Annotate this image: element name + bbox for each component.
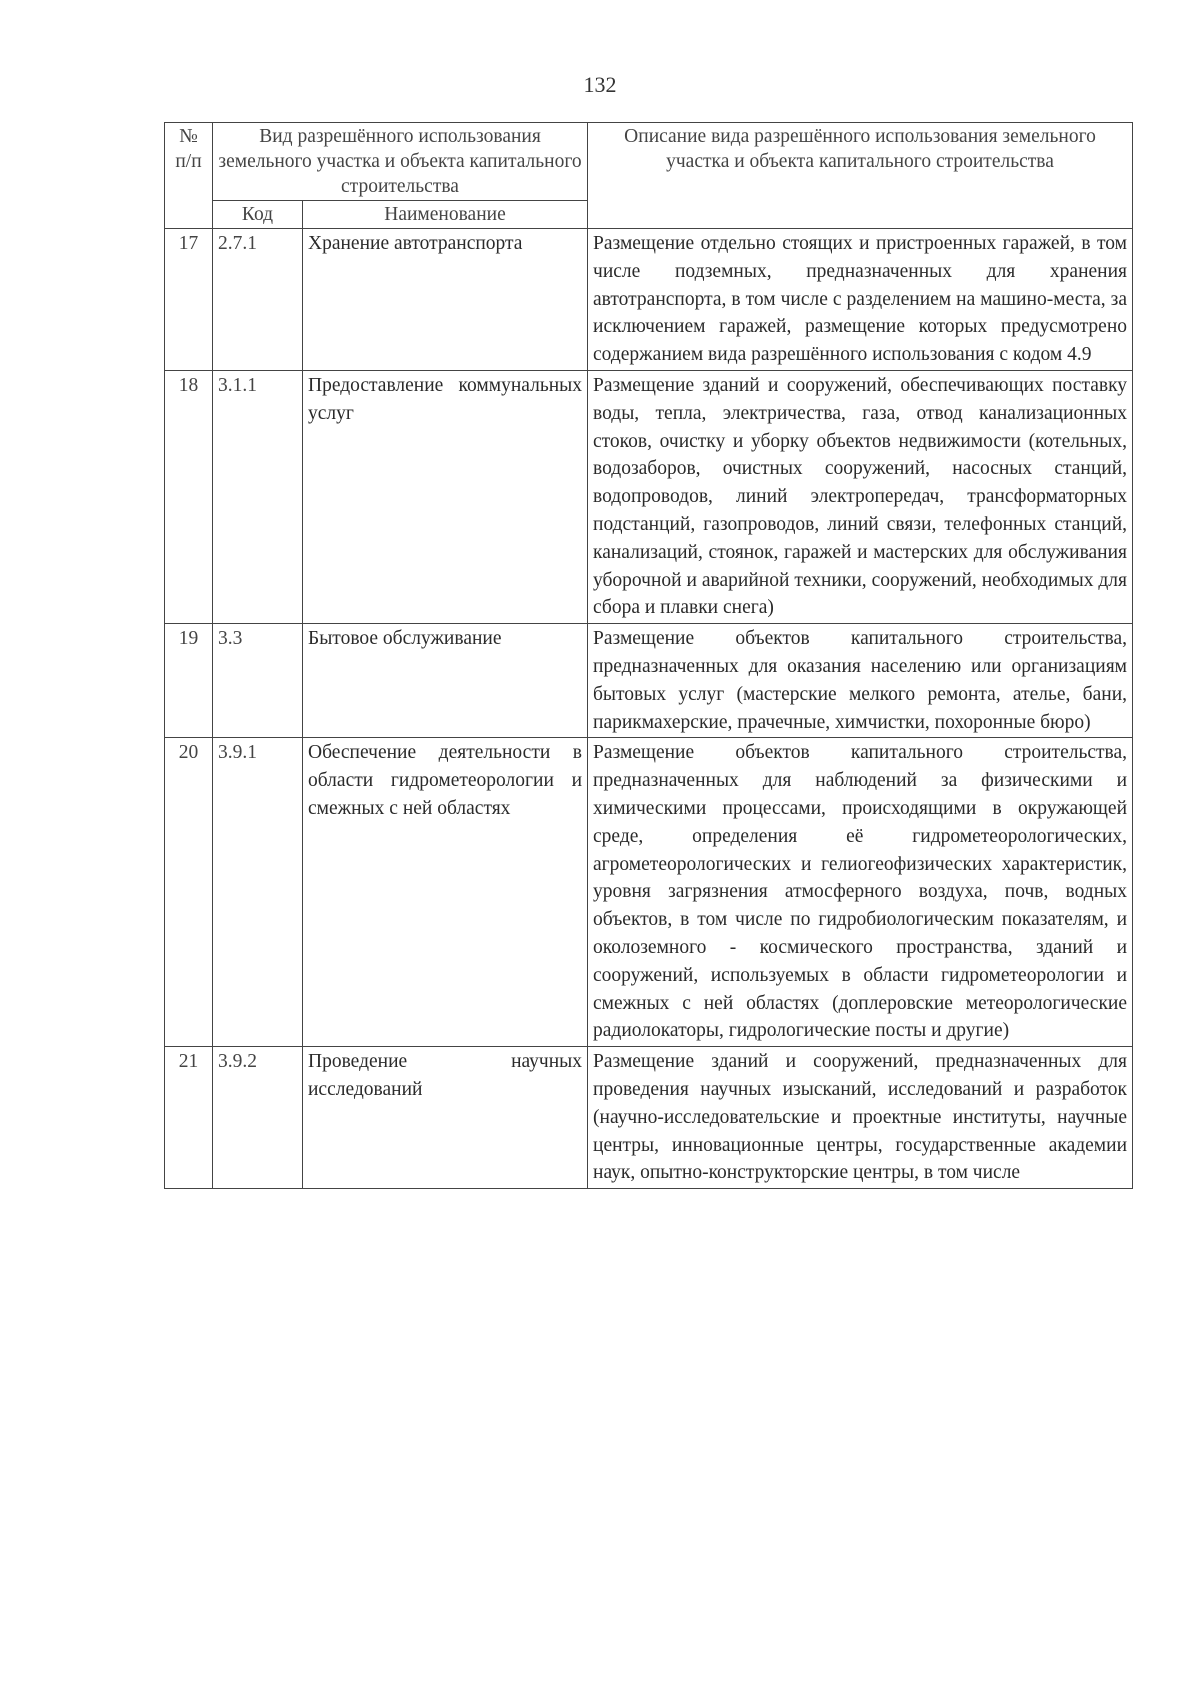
land-use-table: [164, 122, 1133, 1189]
row-code: 3.9.2: [213, 1047, 303, 1189]
row-number: 21: [165, 1047, 213, 1189]
table-row: [165, 1047, 1133, 1189]
header-name: Наименование: [303, 201, 588, 229]
table-row: [165, 370, 1133, 623]
row-code: 3.1.1: [213, 370, 303, 623]
page-number: 132: [583, 72, 617, 97]
row-name: Обеспечение деятельности в области гидрометеорологии и смежных с ней областях: [303, 738, 588, 1047]
row-code: 3.9.1: [213, 738, 303, 1047]
row-number: 20: [165, 738, 213, 1047]
table-header-row: [165, 123, 1133, 201]
table-row: [165, 229, 1133, 371]
row-number: 18: [165, 370, 213, 623]
row-name: Проведение научных исследований: [303, 1047, 588, 1189]
row-number: 19: [165, 624, 213, 738]
row-name: Предоставление коммунальных услуг: [303, 370, 588, 623]
row-description: Размещение зданий и сооружений, предназначенных для проведения научных изысканий, исследований и разработок (научно-исследовательские и проектные институты, научные центры, инновационные центры, государственные академии наук, опытно-конструкторские центры, в том числе: [588, 1047, 1133, 1189]
header-number: № п/п: [165, 123, 213, 229]
row-description: Размещение зданий и сооружений, обеспечивающих поставку воды, тепла, электричества, газа, отвод канализационных стоков, очистку и уборку объектов недвижимости (котельных, водозаборов, очистных сооружений, насосных станций, водопроводов, линий электропередач, трансформаторных подстанций, газопроводов, линий связи, телефонных станций, канализаций, стоянок, гаражей и мастерских для обслуживания уборочной и аварийной техники, сооружений, необходимых для сбора и плавки снега): [588, 370, 1133, 623]
row-name: Бытовое обслуживание: [303, 624, 588, 738]
table-row: [165, 624, 1133, 738]
row-description: Размещение объектов капитального строительства, предназначенных для наблюдений за физическими и химическими процессами, происходящими в окружающей среде, определения её гидрометеорологических, агрометеорологических и гелиогеофизических характеристик, уровня загрязнения атмосферного воздуха, почв, водных объектов, в том числе по гидробиологическим показателям, и околоземного - космического пространства, зданий и сооружений, используемых в области гидрометеорологии и смежных с ней областях (доплеровские метеорологические радиолокаторы, гидрологические посты и другие): [588, 738, 1133, 1047]
row-description: Размещение отдельно стоящих и пристроенных гаражей, в том числе подземных, предназначенных для хранения автотранспорта, в том числе с разделением на машино-места, за исключением гаражей, размещение которых предусмотрено содержанием вида разрешённого использования с кодом 4.9: [588, 229, 1133, 371]
row-name: Хранение автотранспорта: [303, 229, 588, 371]
row-code: 2.7.1: [213, 229, 303, 371]
header-code: Код: [213, 201, 303, 229]
table-row: [165, 738, 1133, 1047]
row-code: 3.3: [213, 624, 303, 738]
header-use-type: Вид разрешённого использования земельного участка и объекта капитального строительства: [213, 123, 588, 201]
row-number: 17: [165, 229, 213, 371]
row-description: Размещение объектов капитального строительства, предназначенных для оказания населению или организациям бытовых услуг (мастерские мелкого ремонта, ателье, бани, парикмахерские, прачечные, химчистки, похоронные бюро): [588, 624, 1133, 738]
header-description: Описание вида разрешённого использования земельного участка и объекта капитального строительства: [588, 123, 1133, 229]
